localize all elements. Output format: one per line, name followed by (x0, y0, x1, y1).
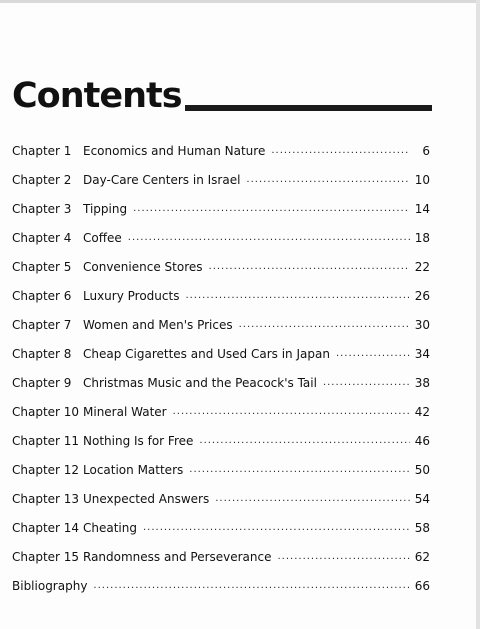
dot-leader (271, 139, 410, 163)
page-number: 62 (414, 550, 430, 564)
toc-row-chapter-7[interactable] (12, 313, 430, 342)
chapter-title: Cheap Cigarettes and Used Cars in Japan (83, 347, 330, 361)
dot-leader (143, 516, 410, 540)
toc-row-chapter-9[interactable] (12, 371, 430, 400)
chapter-label: Chapter 15 (12, 550, 80, 564)
heading-rule (185, 105, 432, 111)
dot-leader (336, 342, 410, 366)
chapter-title: Women and Men's Prices (83, 318, 233, 332)
toc-row-bibliography[interactable] (12, 574, 430, 603)
dot-leader (133, 197, 410, 221)
chapter-title: Tipping (83, 202, 128, 216)
dot-leader (239, 313, 410, 337)
page-number: 58 (414, 521, 430, 535)
page-number: 14 (414, 202, 430, 216)
toc-row-chapter-13[interactable] (12, 487, 430, 516)
chapter-label: Chapter 12 (12, 463, 80, 477)
dot-leader (93, 574, 410, 598)
chapter-label: Chapter 4 (12, 231, 72, 245)
contents-heading (12, 78, 432, 114)
chapter-title: Unexpected Answers (83, 492, 210, 506)
toc-row-chapter-8[interactable] (12, 342, 430, 371)
toc-row-chapter-3[interactable] (12, 197, 430, 226)
chapter-title: Nothing Is for Free (83, 434, 194, 448)
toc-row-chapter-15[interactable] (12, 545, 430, 574)
chapter-title: Convenience Stores (83, 260, 203, 274)
dot-leader (215, 487, 410, 511)
toc-row-chapter-1[interactable] (12, 139, 430, 168)
dot-leader (323, 371, 410, 395)
chapter-label: Chapter 9 (12, 376, 72, 390)
chapter-title: Mineral Water (83, 405, 167, 419)
toc-row-chapter-14[interactable] (12, 516, 430, 545)
chapter-label: Chapter 7 (12, 318, 72, 332)
chapter-label: Chapter 11 (12, 434, 80, 448)
dot-leader (278, 545, 411, 569)
page-number: 66 (414, 579, 430, 593)
bibliography-title: Bibliography (12, 579, 88, 593)
chapter-label: Chapter 13 (12, 492, 80, 506)
page-number: 18 (414, 231, 430, 245)
dot-leader (185, 284, 410, 308)
toc-row-chapter-10[interactable] (12, 400, 430, 429)
dot-leader (173, 400, 410, 424)
page-number: 54 (414, 492, 430, 506)
page-number: 10 (414, 173, 430, 187)
toc-row-chapter-4[interactable] (12, 226, 430, 255)
chapter-label: Chapter 2 (12, 173, 72, 187)
chapter-title: Randomness and Perseverance (83, 550, 272, 564)
chapter-title: Cheating (83, 521, 137, 535)
page-number: 46 (414, 434, 430, 448)
chapter-label: Chapter 10 (12, 405, 80, 419)
chapter-label: Chapter 8 (12, 347, 72, 361)
chapter-title: Location Matters (83, 463, 184, 477)
chapter-label: Chapter 1 (12, 144, 72, 158)
toc-row-chapter-12[interactable] (12, 458, 430, 487)
page-number: 50 (414, 463, 430, 477)
chapter-title: Christmas Music and the Peacock's Tail (83, 376, 317, 390)
page-title: Contents (12, 76, 182, 116)
page-number: 34 (414, 347, 430, 361)
chapter-label: Chapter 5 (12, 260, 72, 274)
chapter-label: Chapter 14 (12, 521, 80, 535)
toc-row-chapter-6[interactable] (12, 284, 430, 313)
table-of-contents (12, 139, 430, 603)
chapter-title: Coffee (83, 231, 122, 245)
chapter-title: Economics and Human Nature (83, 144, 266, 158)
toc-row-chapter-5[interactable] (12, 255, 430, 284)
page-number: 30 (414, 318, 430, 332)
page-number: 26 (414, 289, 430, 303)
toc-row-chapter-2[interactable] (12, 168, 430, 197)
dot-leader (199, 429, 410, 453)
page-top-edge (0, 0, 480, 3)
dot-leader (128, 226, 410, 250)
dot-leader (246, 168, 410, 192)
chapter-label: Chapter 3 (12, 202, 72, 216)
chapter-title: Day-Care Centers in Israel (83, 173, 241, 187)
dot-leader (209, 255, 410, 279)
page-number: 42 (414, 405, 430, 419)
toc-row-chapter-11[interactable] (12, 429, 430, 458)
page-number: 22 (414, 260, 430, 274)
chapter-title: Luxury Products (83, 289, 180, 303)
dot-leader (189, 458, 410, 482)
page-number: 38 (414, 376, 430, 390)
page-number: 6 (422, 144, 430, 158)
chapter-label: Chapter 6 (12, 289, 72, 303)
page-right-edge (476, 0, 480, 629)
